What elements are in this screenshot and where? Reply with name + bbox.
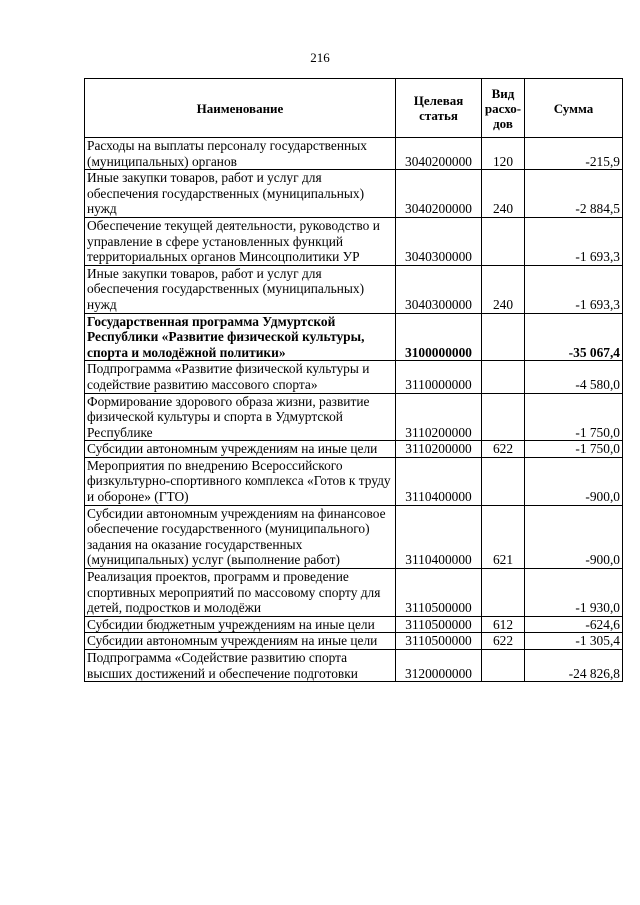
row-target-article-cell: 3040300000: [396, 217, 482, 265]
row-target-article-cell: 3110500000: [396, 616, 482, 633]
table-row: [85, 569, 623, 617]
row-expense-type-cell: 622: [482, 441, 525, 458]
row-target-article-cell: 3110500000: [396, 633, 482, 650]
header-expense-type: Вид расхо-дов: [482, 79, 525, 138]
header-target-article: Целевая статья: [396, 79, 482, 138]
row-name-cell: Иные закупки товаров, работ и услуг для обеспечения государственных (муниципальных) нужд: [85, 170, 396, 218]
row-target-article-cell: 3110400000: [396, 457, 482, 505]
budget-table: [84, 78, 623, 682]
table-row: [85, 138, 623, 170]
row-target-article-cell: 3120000000: [396, 650, 482, 682]
row-target-article-cell: 3040200000: [396, 138, 482, 170]
row-expense-type-cell: [482, 313, 525, 361]
row-expense-type-cell: 622: [482, 633, 525, 650]
row-target-article-cell: 3100000000: [396, 313, 482, 361]
row-expense-type-cell: 240: [482, 265, 525, 313]
row-name-cell: Расходы на выплаты персоналу государственных (муниципальных) органов: [85, 138, 396, 170]
row-sum-cell: -1 750,0: [525, 441, 623, 458]
row-expense-type-cell: [482, 217, 525, 265]
row-expense-type-cell: 612: [482, 616, 525, 633]
row-target-article-cell: 3040200000: [396, 170, 482, 218]
row-name-cell: Субсидии автономным учреждениям на финансовое обеспечение государственного (муниципального) задания на оказание государственных (муниципальных) услуг (выполнение работ): [85, 505, 396, 568]
row-sum-cell: -1 750,0: [525, 393, 623, 441]
table-row: [85, 393, 623, 441]
row-sum-cell: -24 826,8: [525, 650, 623, 682]
row-sum-cell: -900,0: [525, 457, 623, 505]
table-header-row: [85, 79, 623, 138]
row-sum-cell: -35 067,4: [525, 313, 623, 361]
row-name-cell: Государственная программа Удмуртской Республики «Развитие физической культуры, спорта и молодёжной политики»: [85, 313, 396, 361]
row-sum-cell: -1 693,3: [525, 217, 623, 265]
row-sum-cell: -4 580,0: [525, 361, 623, 393]
table-row: [85, 457, 623, 505]
row-sum-cell: -1 930,0: [525, 569, 623, 617]
row-sum-cell: -1 305,4: [525, 633, 623, 650]
table-row: [85, 650, 623, 682]
table-row: [85, 313, 623, 361]
row-name-cell: Субсидии автономным учреждениям на иные цели: [85, 441, 396, 458]
table-row: [85, 170, 623, 218]
table-row: [85, 441, 623, 458]
table-row: [85, 217, 623, 265]
table-row: [85, 633, 623, 650]
row-target-article-cell: 3110500000: [396, 569, 482, 617]
row-sum-cell: -2 884,5: [525, 170, 623, 218]
table-row: [85, 505, 623, 568]
row-name-cell: Субсидии автономным учреждениям на иные цели: [85, 633, 396, 650]
row-target-article-cell: 3110000000: [396, 361, 482, 393]
row-sum-cell: -215,9: [525, 138, 623, 170]
row-expense-type-cell: [482, 650, 525, 682]
row-sum-cell: -1 693,3: [525, 265, 623, 313]
row-expense-type-cell: [482, 361, 525, 393]
row-expense-type-cell: [482, 569, 525, 617]
row-target-article-cell: 3110200000: [396, 441, 482, 458]
row-name-cell: Реализация проектов, программ и проведение спортивных мероприятий по массовому спорту для детей, подростков и молодёжи: [85, 569, 396, 617]
row-sum-cell: -900,0: [525, 505, 623, 568]
row-expense-type-cell: 240: [482, 170, 525, 218]
row-target-article-cell: 3040300000: [396, 265, 482, 313]
row-name-cell: Мероприятия по внедрению Всероссийского физкультурно-спортивного комплекса «Готов к труду и обороне» (ГТО): [85, 457, 396, 505]
row-expense-type-cell: 621: [482, 505, 525, 568]
row-expense-type-cell: [482, 457, 525, 505]
row-name-cell: Обеспечение текущей деятельности, руководство и управление в сфере установленных функций территориальных органов Минсоцполитики УР: [85, 217, 396, 265]
header-name: Наименование: [85, 79, 396, 138]
row-target-article-cell: 3110200000: [396, 393, 482, 441]
row-name-cell: Субсидии бюджетным учреждениям на иные цели: [85, 616, 396, 633]
row-name-cell: Иные закупки товаров, работ и услуг для обеспечения государственных (муниципальных) нужд: [85, 265, 396, 313]
table-row: [85, 616, 623, 633]
row-target-article-cell: 3110400000: [396, 505, 482, 568]
row-name-cell: Подпрограмма «Содействие развитию спорта высших достижений и обеспечение подготовки: [85, 650, 396, 682]
row-expense-type-cell: [482, 393, 525, 441]
row-expense-type-cell: 120: [482, 138, 525, 170]
table-row: [85, 265, 623, 313]
header-sum: Сумма: [525, 79, 623, 138]
row-name-cell: Формирование здорового образа жизни, развитие физической культуры и спорта в Удмуртской Республике: [85, 393, 396, 441]
table-row: [85, 361, 623, 393]
row-name-cell: Подпрограмма «Развитие физической культуры и содействие развитию массового спорта»: [85, 361, 396, 393]
row-sum-cell: -624,6: [525, 616, 623, 633]
page-number: 216: [310, 50, 330, 65]
